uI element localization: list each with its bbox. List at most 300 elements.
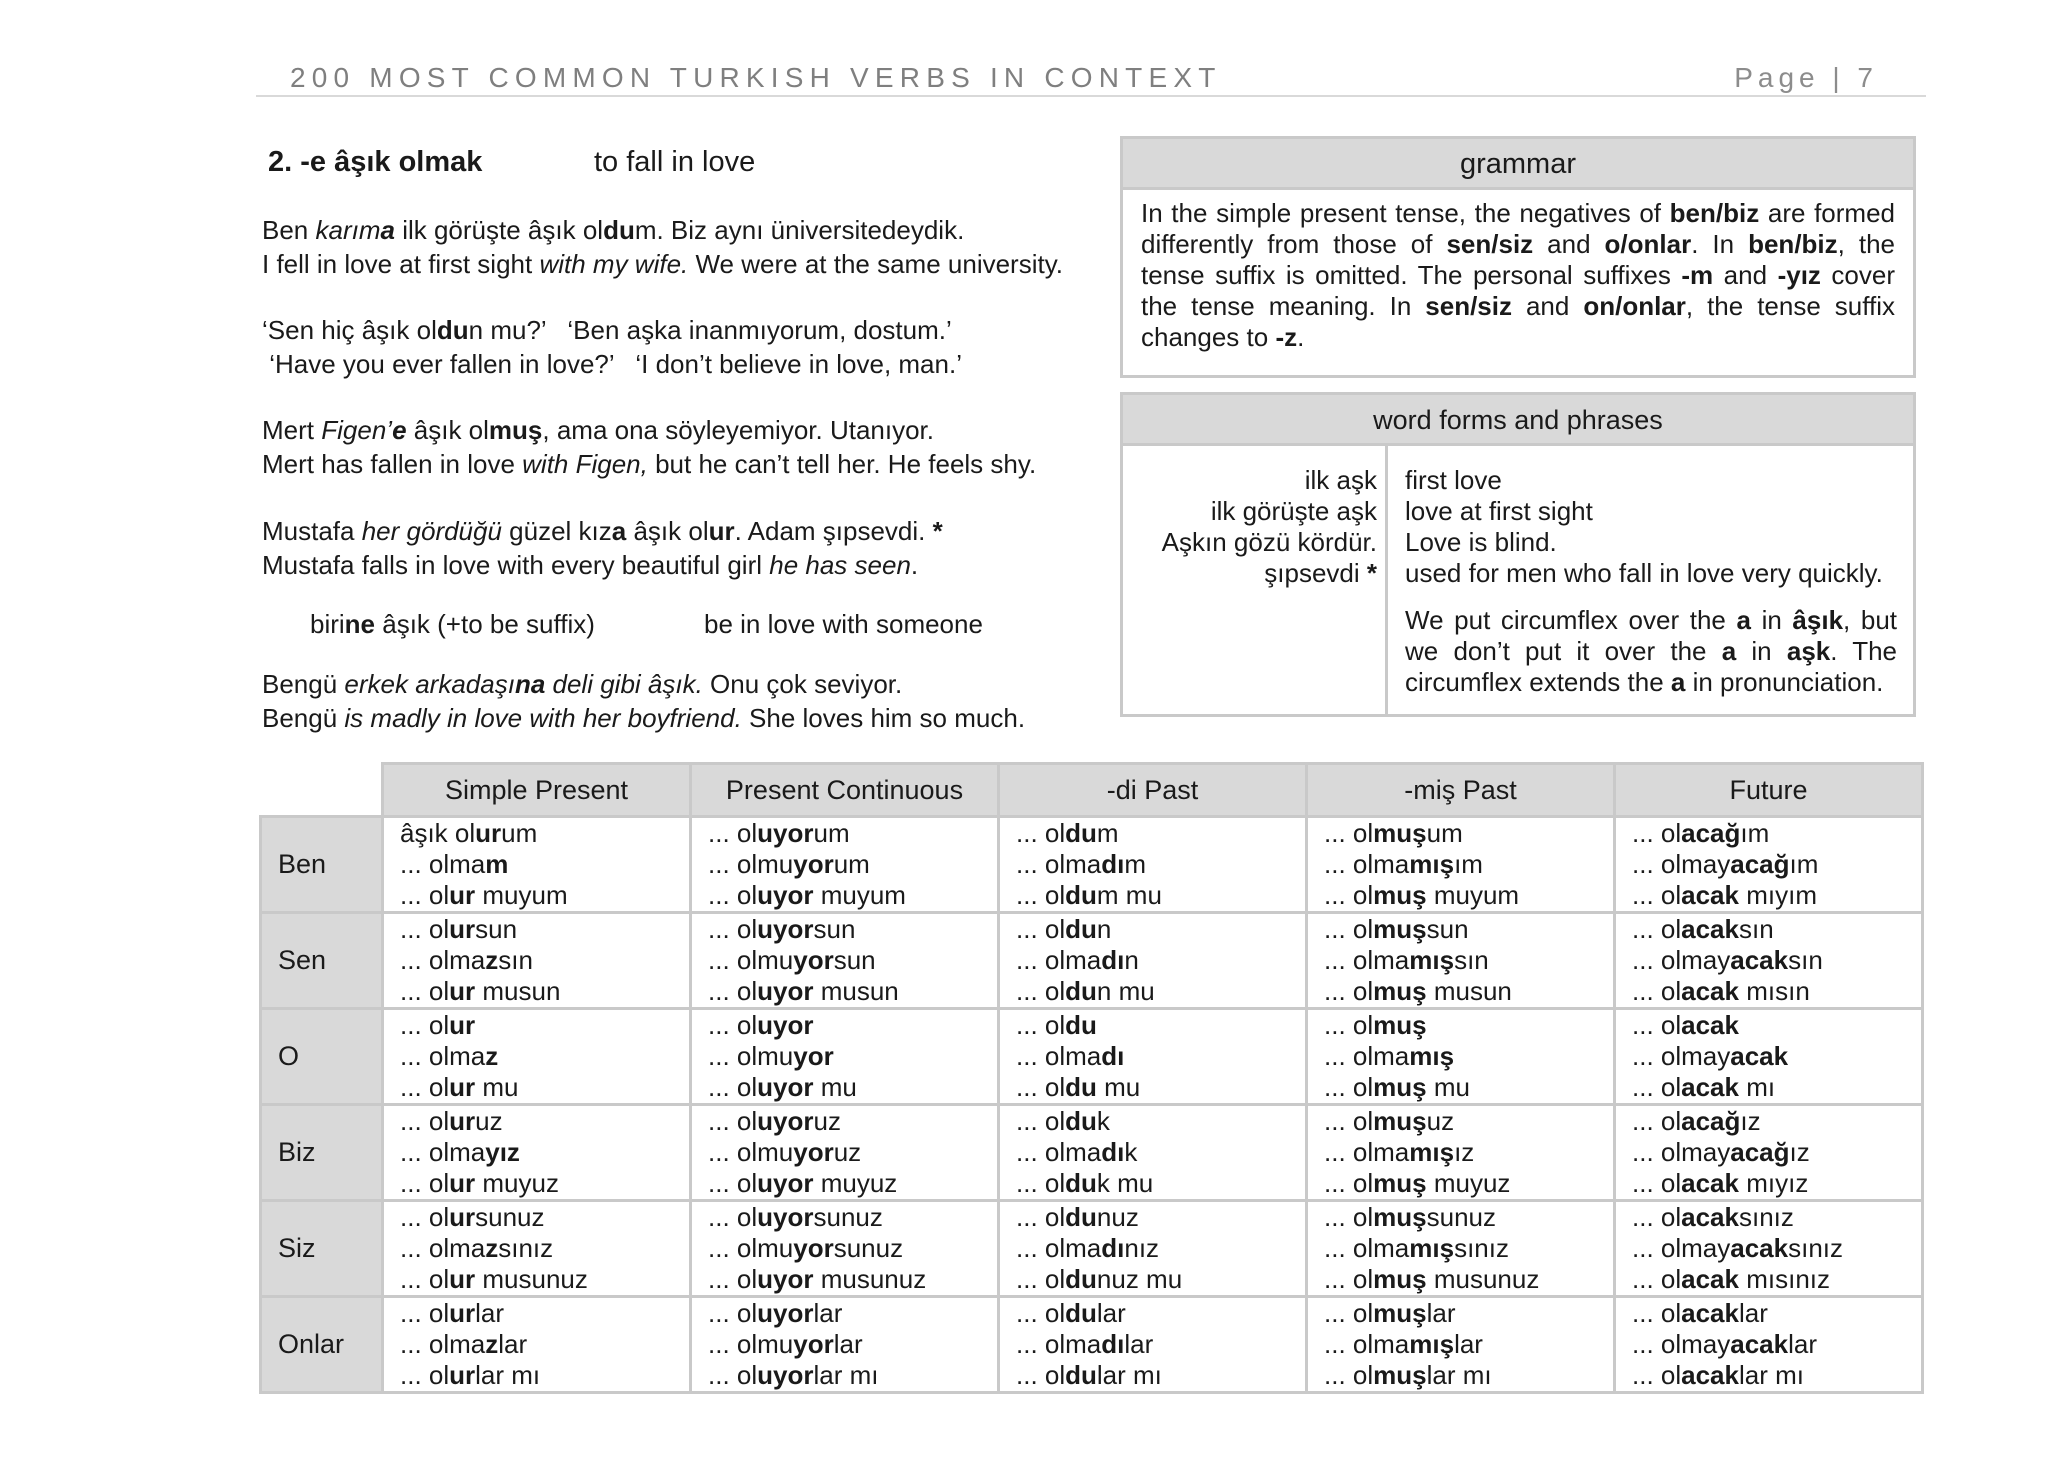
text-run: z [485,1041,499,1071]
text-run: ‘Have you ever fallen in love?’ ‘I don’t believe in love, man.’ [262,349,962,379]
example-5-turkish [262,668,902,700]
text-run: nuz mu [1096,1264,1183,1294]
verb-form [1632,914,1921,945]
text-run: um [501,818,538,848]
verb-form [1016,976,1305,1007]
word-forms-title: word forms and phrases [1123,395,1913,446]
text-run: dı [1101,1233,1125,1263]
pronoun-cell: Siz [261,1201,383,1297]
conjugation-cell [1307,1009,1615,1105]
text-run: lar [1454,1329,1483,1359]
text-run: mısınız [1738,1264,1830,1294]
verb-form [1632,945,1921,976]
text-run: ... olmu [708,1137,794,1167]
text-run: acağ [1730,1137,1790,1167]
text-run: lar [1096,1298,1126,1328]
verb-form [400,1072,689,1103]
text-run: ... olma [1016,849,1102,879]
text-run: lar mı [1738,1360,1804,1390]
text-run: sunuz [813,1202,883,1232]
text-run: uz [1426,1106,1455,1136]
verb-form [1632,1168,1921,1199]
text-run: ... ol [1632,818,1682,848]
text-run: z [485,1329,499,1359]
text-run: ... olma [1324,1329,1410,1359]
text-run: ur [475,818,502,848]
verb-form [1016,914,1305,945]
verb-form [1324,914,1613,945]
text-run: ... ol [1016,1298,1066,1328]
text-run: ... ol [1016,818,1066,848]
verb-form [400,1010,689,1041]
text-run: ... ol [400,1168,450,1198]
text-run: ... ol [400,1264,450,1294]
text-run: Ben [262,215,316,245]
text-run: âşık ol [406,415,489,445]
conjugation-cell [383,1201,691,1297]
text-run: karım [315,215,381,245]
text-run: nız [1124,1233,1160,1263]
conjugation-cell [1615,817,1923,913]
text-run: ... ol [1324,818,1374,848]
verb-form [1016,1041,1305,1072]
text-run: ... olma [1016,1041,1102,1071]
text-run: , but we don’t put it over the [1405,605,1898,666]
conjugation-cell [999,1105,1307,1201]
text-run: musunuz [1426,1264,1540,1294]
text-run: Bengü [262,703,345,733]
conjugation-cell [383,817,691,913]
text-run: yor [793,849,834,879]
text-run: ... olmu [708,945,794,975]
text-run: ım [1740,818,1770,848]
text-run: sun [475,914,518,944]
text-run: In the simple present tense, the negatives of [1141,198,1670,228]
text-run: du [1065,1264,1097,1294]
text-run: ... olma [1016,1329,1102,1359]
text-run: musun [813,976,899,1006]
text-run: muş [1373,1010,1427,1040]
conjugation-cell [691,913,999,1009]
text-run: acak [1730,1329,1789,1359]
text-run: du [1065,818,1097,848]
text-run: acak [1681,880,1739,910]
text-run: ... ol [1324,1010,1374,1040]
col-header: -di Past [999,764,1307,817]
verb-form [1632,976,1921,1007]
text-run: uyor [757,976,814,1006]
text-run: sın [1738,914,1774,944]
conjugation-header-row [261,764,1923,817]
text-run: du [1065,880,1097,910]
text-run: du [1065,1010,1097,1040]
text-run: ... ol [1632,1360,1682,1390]
verb-form [1324,849,1613,880]
text-run: du [1065,1202,1097,1232]
text-run: ... ol [708,1106,758,1136]
verb-form [1632,849,1921,880]
text-run: acağ [1681,1106,1741,1136]
text-run: he has seen [769,550,911,580]
text-run: ... ol [708,914,758,944]
conjugation-cell [1307,1105,1615,1201]
verb-form [1632,1010,1921,1041]
text-run: na [514,669,546,699]
verb-form [1016,880,1305,911]
text-run: du [1065,914,1097,944]
text-run: n [1124,945,1139,975]
text-run: Love is blind. [1405,527,1557,557]
text-run: a [611,516,627,546]
verb-form [400,945,689,976]
text-run: du [1065,1298,1097,1328]
text-run: um [813,818,850,848]
text-run: ur [449,880,476,910]
text-run: ... ol [708,1168,758,1198]
text-run: sunuz [833,1233,904,1263]
verb-form [1016,1010,1305,1041]
text-run: acak [1730,1041,1789,1071]
text-run: m [1124,849,1147,879]
text-run: in [1736,636,1787,666]
verb-form [708,1041,997,1072]
text-run: ... olmay [1632,849,1731,879]
verb-form [1324,1168,1613,1199]
text-run: mış [1409,1137,1455,1167]
text-run: du [436,315,469,345]
text-run: ilk görüşte aşk [1210,496,1377,526]
text-run: acak [1730,1233,1789,1263]
conjugation-row-onlar [261,1297,1923,1393]
verb-form [1632,1106,1921,1137]
text-run: acak [1681,976,1739,1006]
text-run: sın [498,945,533,975]
text-run: m mu [1096,880,1162,910]
text-run: um [833,849,870,879]
text-run: mu [1426,1072,1470,1102]
text-run: ... ol [1632,1264,1682,1294]
text-run: sen/siz [1446,229,1534,259]
text-run: . In [1691,229,1749,259]
verb-form [708,880,997,911]
text-run: -m [1681,260,1714,290]
text-run: z [485,1233,499,1263]
text-run: ... ol [708,818,758,848]
text-run: ... ol [1016,880,1066,910]
text-run: du [1065,976,1097,1006]
text-run: mu [475,1072,519,1102]
verb-form [1324,1010,1613,1041]
text-run: sunuz [1426,1202,1496,1232]
text-run: . The circumflex extends the [1405,636,1898,697]
text-run: ... olmay [1632,1233,1731,1263]
text-run: muş [1373,880,1427,910]
text-run: ... olma [1324,1041,1410,1071]
text-run: lar [1738,1298,1768,1328]
text-run: ... ol [1632,1010,1682,1040]
text-run: ... ol [1324,1168,1374,1198]
text-run: ... ol [400,914,450,944]
text-run: Aşkın gözü kördür. [1161,527,1377,557]
text-run: yor [793,1233,834,1263]
verb-form [1016,1298,1305,1329]
text-run: mu [813,1072,857,1102]
word-form-definition [1405,465,1883,496]
text-run: biri [310,609,345,639]
verb-form [1016,1137,1305,1168]
text-run: ... ol [1016,1264,1066,1294]
grammar-box [1120,136,1916,378]
text-run: mış [1409,1041,1455,1071]
conjugation-cell [1307,1297,1615,1393]
text-run: ... ol [708,1072,758,1102]
text-run: ... olma [400,1233,486,1263]
col-header: Present Continuous [691,764,999,817]
verb-form [400,1041,689,1072]
verb-form [400,1360,689,1391]
verb-form [1016,1360,1305,1391]
text-run: sen/siz [1425,291,1512,321]
text-run: ‘Sen hiç âşık ol [262,315,437,345]
text-run: ur [449,914,476,944]
text-run: uyor [757,914,814,944]
text-run: muyum [1426,880,1520,910]
text-run: z [485,945,499,975]
text-run: muş [1373,1298,1427,1328]
text-run: mış [1409,1329,1455,1359]
text-run: ... ol [400,976,450,1006]
text-run: muyuz [1426,1168,1511,1198]
verb-form [708,1072,997,1103]
text-run: ... ol [1324,1360,1374,1390]
text-run: ... olmu [708,1329,794,1359]
conjugation-cell [691,1201,999,1297]
text-run: ... ol [708,1298,758,1328]
text-run: ... ol [1632,1298,1682,1328]
conjugation-cell [1307,817,1615,913]
text-run: ız [1454,1137,1475,1167]
verb-form [1016,1072,1305,1103]
text-run: âşık (+to be suffix) [375,609,595,639]
verb-form [400,976,689,1007]
verb-form [1632,1329,1921,1360]
verb-form [1324,880,1613,911]
conjugation-row-biz [261,1105,1923,1201]
text-run: m [1096,818,1119,848]
text-run: musunuz [475,1264,588,1294]
text-run: muş [1373,914,1427,944]
text-run: , ama ona söyleyemiyor. Utanıyor. [542,415,934,445]
circumflex-note [1405,605,1897,698]
text-run: mu [1096,1072,1141,1102]
verb-form [708,1233,997,1264]
text-run: muş [488,415,543,445]
verb-form [1324,976,1613,1007]
conjugation-row-siz [261,1201,1923,1297]
text-run: deli gibi âşık. [545,669,703,699]
text-run: ur [708,516,735,546]
text-run: sınız [1454,1233,1509,1263]
text-run: acak [1681,1168,1739,1198]
conjugation-cell [999,1201,1307,1297]
text-run: sınız [498,1233,554,1263]
verb-form [1324,1106,1613,1137]
verb-form [1016,1202,1305,1233]
text-run: cover the tense meaning. In [1141,260,1896,321]
text-run: acak [1681,1010,1739,1040]
text-run: ... ol [1632,880,1682,910]
text-run: uyor [757,1106,814,1136]
conjugation-cell [999,1009,1307,1105]
text-run: ... ol [400,1298,450,1328]
text-run: ... ol [1016,1360,1066,1390]
example-1-turkish [262,214,964,246]
text-run: and [1512,291,1584,321]
verb-form [708,945,997,976]
word-forms-divider [1385,443,1388,714]
text-run: lar mı [813,1360,879,1390]
text-run: ur [449,1298,476,1328]
text-run: love at first sight [1405,496,1593,526]
text-run: Mustafa [262,516,362,546]
text-run: k [1124,1137,1138,1167]
example-4-english [262,549,918,581]
conjugation-row-o [261,1009,1923,1105]
verb-form [1632,1041,1921,1072]
conjugation-cell [1615,1105,1923,1201]
text-run: with my wife. [539,249,689,279]
text-run: ... ol [1016,914,1066,944]
text-run: muş [1373,1072,1427,1102]
text-run: acağ [1681,818,1741,848]
pronoun-cell: Onlar [261,1297,383,1393]
text-run: ... ol [1324,1202,1374,1232]
text-run: sınız [1738,1202,1794,1232]
verb-form [708,1202,997,1233]
verb-form [1324,1298,1613,1329]
verb-form [1324,1072,1613,1103]
text-run: ... olma [400,1041,486,1071]
text-run: musun [475,976,561,1006]
text-run: but he can’t tell her. He feels shy. [647,449,1037,479]
conjugation-cell [383,1009,691,1105]
text-run: ... olmay [1632,945,1731,975]
text-run: uyor [757,1072,814,1102]
text-run: ne [344,609,376,639]
conjugation-cell [1615,1297,1923,1393]
text-run: , the tense suffix is omitted. The personal suffixes [1141,229,1896,290]
verb-form [1632,1072,1921,1103]
conjugation-cell [999,817,1307,913]
verb-form [1016,849,1305,880]
text-run: ... ol [1324,880,1374,910]
text-run: muş [1373,1360,1427,1390]
text-run: . Adam şıpsevdi. [734,516,933,546]
text-run: ... ol [1016,1010,1066,1040]
text-run: erkek arkadaşı [344,669,515,699]
text-run: ... olmay [1632,1041,1731,1071]
text-run: lar mı [475,1360,541,1390]
text-run: muş [1373,1106,1427,1136]
text-run: and [1533,229,1605,259]
verb-form [1324,1233,1613,1264]
text-run: ur [449,1072,476,1102]
text-run: ... ol [1016,976,1066,1006]
text-run: ... ol [1324,1106,1374,1136]
text-run: ız [1740,1106,1761,1136]
verb-form [708,1329,997,1360]
text-run: yız [485,1137,520,1167]
text-run: in pronunciation. [1685,667,1884,697]
text-run: Mustafa falls in love with every beautiful girl [262,550,770,580]
text-run: acak [1681,1360,1739,1390]
verb-form [708,1106,997,1137]
verb-form [708,914,997,945]
text-run: muyum [813,880,906,910]
text-run: o/onlar [1604,229,1692,259]
text-run: du [1065,1168,1097,1198]
table-corner [261,764,383,817]
text-run: ... ol [400,880,450,910]
example-5-english [262,702,1025,734]
text-run: ... olma [1016,945,1102,975]
text-run: du [603,215,635,245]
text-run: ... ol [400,1072,450,1102]
text-run: ... ol [400,1360,450,1390]
text-run: âşık [1792,605,1844,635]
text-run: ... ol [1632,1168,1682,1198]
verb-form [400,1264,689,1295]
text-run: ... olma [1016,1233,1102,1263]
text-run: acak [1681,1298,1739,1328]
text-run: sun [1426,914,1469,944]
text-run: I fell in love at first sight [262,249,540,279]
text-run: lar [475,1298,505,1328]
conjugation-cell [691,817,999,913]
text-run: uyor [757,1202,814,1232]
text-run: n mu?’ ‘Ben aşka inanmıyorum, dostum.’ [468,315,952,345]
text-run: and [1713,260,1778,290]
verb-form [400,1298,689,1329]
text-run: dı [1101,1041,1125,1071]
verb-form [1324,1041,1613,1072]
verb-form [400,1106,689,1137]
text-run: yor [793,1329,834,1359]
word-forms-terms [1162,465,1377,589]
header-rule [256,95,1926,97]
text-run: lar [1124,1329,1154,1359]
text-run: mış [1409,849,1455,879]
verb-form [1324,1137,1613,1168]
text-run: ... ol [1016,1202,1066,1232]
text-run: Figen’ [321,415,393,445]
text-run: Bengü [262,669,345,699]
verb-form [1016,945,1305,976]
conjugation-table [259,762,1924,1394]
text-run: dı [1101,1137,1125,1167]
text-run: musunuz [813,1264,927,1294]
text-run: are formed differently from those of [1141,198,1895,259]
pronoun-cell: Ben [261,817,383,913]
text-run: muyuz [475,1168,559,1198]
verb-form [1324,1264,1613,1295]
text-run: a [1721,636,1737,666]
verb-form [708,818,997,849]
text-run: yor [793,1137,834,1167]
conjugation-cell [383,1105,691,1201]
text-run: acak [1681,1202,1739,1232]
col-header: -miş Past [1307,764,1615,817]
